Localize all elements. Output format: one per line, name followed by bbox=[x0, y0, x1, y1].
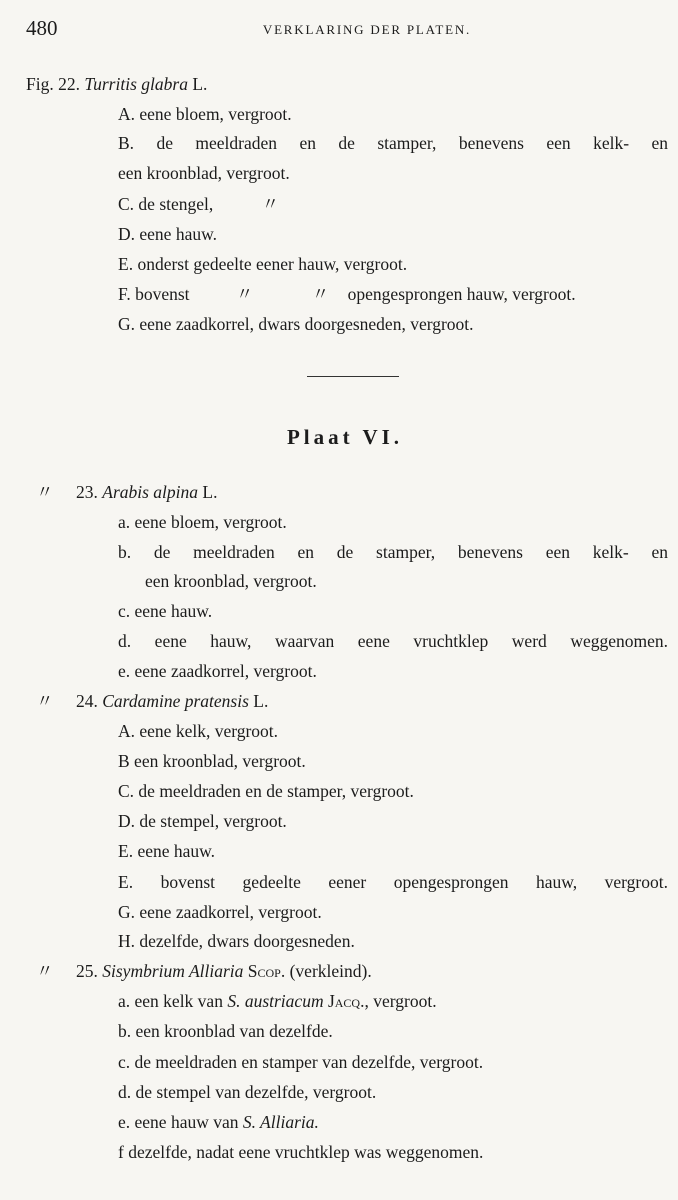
ditto-mark: 〃 bbox=[235, 284, 254, 304]
fig22-item-C-text: C. de stengel, bbox=[118, 194, 214, 214]
running-title: VERKLARING DER PLATEN. bbox=[262, 22, 472, 37]
fig25-item-e bbox=[118, 1111, 319, 1133]
fig24-item-B: B een kroonblad, vergroot. bbox=[118, 751, 306, 771]
fig22-item-B-line1: B. de meeldraden en de stamper, benevens een kelk- en bbox=[118, 133, 668, 153]
fig25-item-a-rest: vergroot. bbox=[373, 991, 437, 1011]
fig23-number: 23. bbox=[76, 482, 98, 502]
fig24-item-C: C. de meeldraden en de stamper, vergroot. bbox=[118, 781, 414, 801]
fig25-item-a-species: S. austriacum bbox=[227, 991, 324, 1011]
fig25-item-a-author: Jacq., bbox=[327, 991, 369, 1011]
page-number: 480 bbox=[26, 16, 58, 40]
fig23-heading bbox=[76, 481, 217, 503]
fig22-item-F bbox=[118, 283, 576, 305]
fig23-item-d: d. eene hauw, waarvan eene vruchtklep werd weggenomen. bbox=[118, 631, 668, 651]
ditto-mark: 〃 bbox=[311, 284, 330, 304]
fig22-item-B-line2: een kroonblad, vergroot. bbox=[118, 163, 290, 183]
fig22-item-A: A. eene bloem, vergroot. bbox=[118, 104, 292, 124]
fig24-item-D: D. de stempel, vergroot. bbox=[118, 811, 287, 831]
fig24-item-E2: E. bovenst gedeelte eener opengesprongen hauw, vergroot. bbox=[118, 872, 668, 892]
section-divider bbox=[307, 376, 399, 377]
plate-title: Plaat VI. bbox=[286, 425, 404, 449]
fig22-item-F-text: F. bovenst bbox=[118, 284, 190, 304]
fig23-species: Arabis alpina bbox=[102, 482, 199, 502]
fig24-item-G: G. eene zaadkorrel, vergroot. bbox=[118, 902, 322, 922]
fig24-author: L. bbox=[253, 691, 269, 711]
fig25-item-c: c. de meeldraden en stamper van dezelfde, vergroot. bbox=[118, 1052, 484, 1072]
fig23-item-b-line1: b. de meeldraden en de stamper, benevens een kelk- en bbox=[118, 542, 668, 562]
fig25-ditto: 〃 bbox=[36, 961, 54, 981]
page-header bbox=[26, 16, 648, 46]
fig25-author: Scop. bbox=[247, 961, 286, 981]
fig25-item-e-text: e. eene hauw van bbox=[118, 1112, 239, 1132]
fig23-item-b-line2: een kroonblad, vergroot. bbox=[145, 571, 317, 591]
fig25-number: 25. bbox=[76, 961, 98, 981]
fig24-species: Cardamine pratensis bbox=[102, 691, 249, 711]
fig23-author: L. bbox=[202, 482, 218, 502]
fig25-item-a-text: a. een kelk van bbox=[118, 991, 223, 1011]
fig23-ditto: 〃 bbox=[36, 482, 54, 502]
fig23-item-c: c. eene hauw. bbox=[118, 601, 213, 621]
fig24-item-A: A. eene kelk, vergroot. bbox=[118, 721, 279, 741]
fig25-item-a bbox=[118, 990, 437, 1012]
fig25-item-f: f dezelfde, nadat eene vruchtklep was weggenomen. bbox=[118, 1142, 484, 1162]
fig25-item-b: b. een kroonblad van dezelfde. bbox=[118, 1021, 333, 1041]
fig23-item-e: e. eene zaadkorrel, vergroot. bbox=[118, 661, 317, 681]
fig25-item-e-species: S. Alliaria. bbox=[242, 1112, 319, 1132]
fig24-ditto: 〃 bbox=[36, 691, 54, 711]
fig23-item-a: a. eene bloem, vergroot. bbox=[118, 512, 287, 532]
fig25-note: (verkleind). bbox=[289, 961, 372, 981]
fig25-item-d: d. de stempel van dezelfde, vergroot. bbox=[118, 1082, 377, 1102]
fig24-number: 24. bbox=[76, 691, 98, 711]
fig24-heading bbox=[76, 690, 268, 712]
fig24-item-E1: E. eene hauw. bbox=[118, 841, 216, 861]
fig22-author: L. bbox=[192, 74, 208, 94]
fig22-item-D: D. eene hauw. bbox=[118, 224, 217, 244]
fig22-item-C bbox=[118, 193, 279, 215]
fig22-prefix: Fig. 22. bbox=[26, 74, 80, 94]
fig22-item-F-rest: opengesprongen hauw, vergroot. bbox=[347, 284, 576, 304]
fig22-heading bbox=[26, 73, 207, 95]
ditto-mark: 〃 bbox=[261, 194, 280, 214]
fig24-item-H: H. dezelfde, dwars doorgesneden. bbox=[118, 931, 355, 951]
fig22-item-E: E. onderst gedeelte eener hauw, vergroot. bbox=[118, 254, 408, 274]
fig25-heading bbox=[76, 960, 372, 982]
fig22-item-G: G. eene zaadkorrel, dwars doorgesneden, vergroot. bbox=[118, 314, 474, 334]
fig22-species: Turritis glabra bbox=[84, 74, 188, 94]
fig25-species: Sisymbrium Alliaria bbox=[102, 961, 244, 981]
